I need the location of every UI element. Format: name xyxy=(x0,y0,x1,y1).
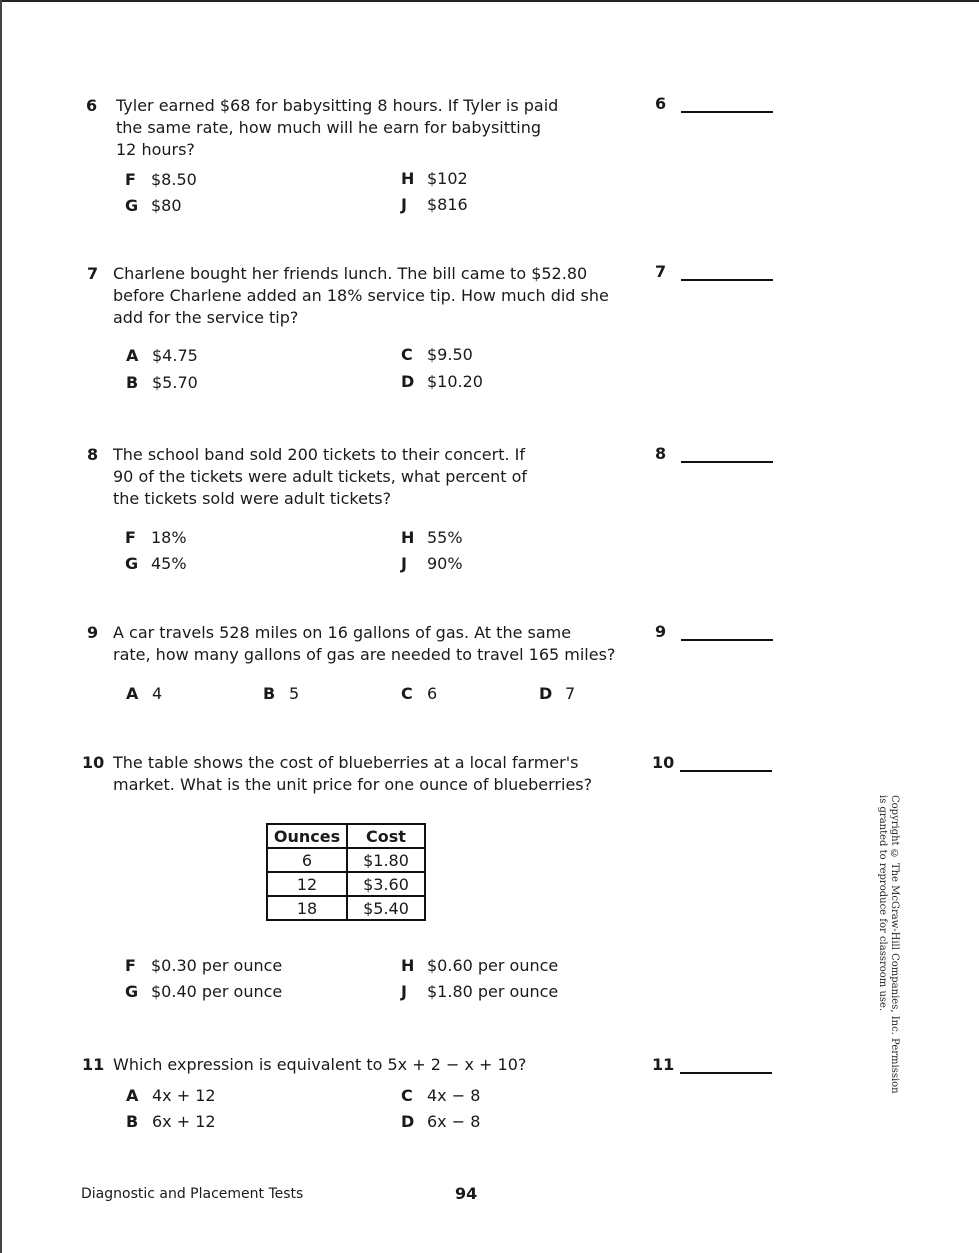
question-text: Tyler earned $68 for babysitting 8 hours. If Tyler is paid the same rate, how much will he earn for babysitting 12 hours? xyxy=(116,96,559,159)
option-d[interactable]: D $10.20 xyxy=(401,372,483,391)
question-text: Charlene bought her friends lunch. The bill came to $52.80 before Charlene added an 18% service tip. How much did she add for the service tip? xyxy=(113,264,609,327)
option-d[interactable]: D 7 xyxy=(539,684,576,703)
option-j[interactable]: J $1.80 per ounce xyxy=(401,982,559,1001)
top-rule xyxy=(0,0,979,2)
copyright-notice: Copyright © The McGraw-Hill Companies, Inc. Permission is granted to reproduce for classroom use. xyxy=(877,795,900,1094)
answer-line xyxy=(681,639,773,641)
table-cell: $5.40 xyxy=(347,896,425,920)
table-row xyxy=(267,896,425,920)
answer-line xyxy=(680,1072,772,1074)
option-f[interactable]: F $0.30 per ounce xyxy=(125,956,283,975)
question-text: The table shows the cost of blueberries at a local farmer's market. What is the unit price for one ounce of blueberries? xyxy=(113,753,593,794)
answer-blank-9[interactable]: 9 xyxy=(655,621,666,643)
left-rule xyxy=(0,0,2,1253)
answer-line xyxy=(681,279,773,281)
answer-line xyxy=(681,461,773,463)
option-b[interactable]: B 6x + 12 xyxy=(126,1112,216,1131)
answer-blank-11[interactable]: 11 xyxy=(652,1054,674,1076)
question-number: 10 xyxy=(82,753,105,772)
question-text: The school band sold 200 tickets to their concert. If 90 of the tickets were adult tickets, what percent of the tickets sold were adult tickets? xyxy=(113,445,528,508)
column-header: Cost xyxy=(347,824,425,848)
option-a[interactable]: A $4.75 xyxy=(126,346,198,365)
question-number: 7 xyxy=(87,264,99,283)
question-text: A car travels 528 miles on 16 gallons of gas. At the same rate, how many gallons of gas are needed to travel 165 miles? xyxy=(113,623,616,664)
option-c[interactable]: C $9.50 xyxy=(401,345,473,364)
question-number: 8 xyxy=(87,445,99,464)
option-j[interactable]: J $816 xyxy=(401,195,468,214)
option-d[interactable]: D 6x − 8 xyxy=(401,1112,481,1131)
answer-line xyxy=(681,111,773,113)
column-header: Ounces xyxy=(267,824,347,848)
option-b[interactable]: B $5.70 xyxy=(126,373,198,392)
option-c[interactable]: C 6 xyxy=(401,684,438,703)
table-cell: $3.60 xyxy=(347,872,425,896)
option-j[interactable]: J 90% xyxy=(401,554,463,573)
answer-blank-10[interactable]: 10 xyxy=(652,752,674,774)
option-f[interactable]: F 18% xyxy=(125,528,187,547)
option-h[interactable]: H $0.60 per ounce xyxy=(401,956,559,975)
option-g[interactable]: G $0.40 per ounce xyxy=(125,982,283,1001)
table-row xyxy=(267,872,425,896)
table-cell: 18 xyxy=(267,896,347,920)
footer-title: Diagnostic and Placement Tests xyxy=(81,1186,304,1202)
page-number: 94 xyxy=(455,1184,478,1203)
table-cell: 6 xyxy=(267,848,347,872)
option-b[interactable]: B 5 xyxy=(263,684,300,703)
table-cell: $1.80 xyxy=(347,848,425,872)
option-a[interactable]: A 4x + 12 xyxy=(126,1086,216,1105)
question-number: 6 xyxy=(86,96,98,115)
answer-blank-6[interactable]: 6 xyxy=(655,93,666,115)
option-g[interactable]: G $80 xyxy=(125,196,182,215)
option-f[interactable]: F $8.50 xyxy=(125,170,197,189)
option-a[interactable]: A 4 xyxy=(126,684,163,703)
table-row xyxy=(267,848,425,872)
question-number: 11 xyxy=(82,1055,105,1074)
answer-line xyxy=(680,770,772,772)
blueberry-price-table xyxy=(266,823,426,921)
answer-blank-8[interactable]: 8 xyxy=(655,443,666,465)
option-h[interactable]: H $102 xyxy=(401,169,468,188)
table-header-row xyxy=(267,824,425,848)
option-c[interactable]: C 4x − 8 xyxy=(401,1086,481,1105)
option-g[interactable]: G 45% xyxy=(125,554,187,573)
answer-blank-7[interactable]: 7 xyxy=(655,261,666,283)
option-h[interactable]: H 55% xyxy=(401,528,463,547)
question-text: Which expression is equivalent to 5x + 2 − x + 10? xyxy=(113,1055,527,1074)
question-number: 9 xyxy=(87,623,99,642)
table-cell: 12 xyxy=(267,872,347,896)
